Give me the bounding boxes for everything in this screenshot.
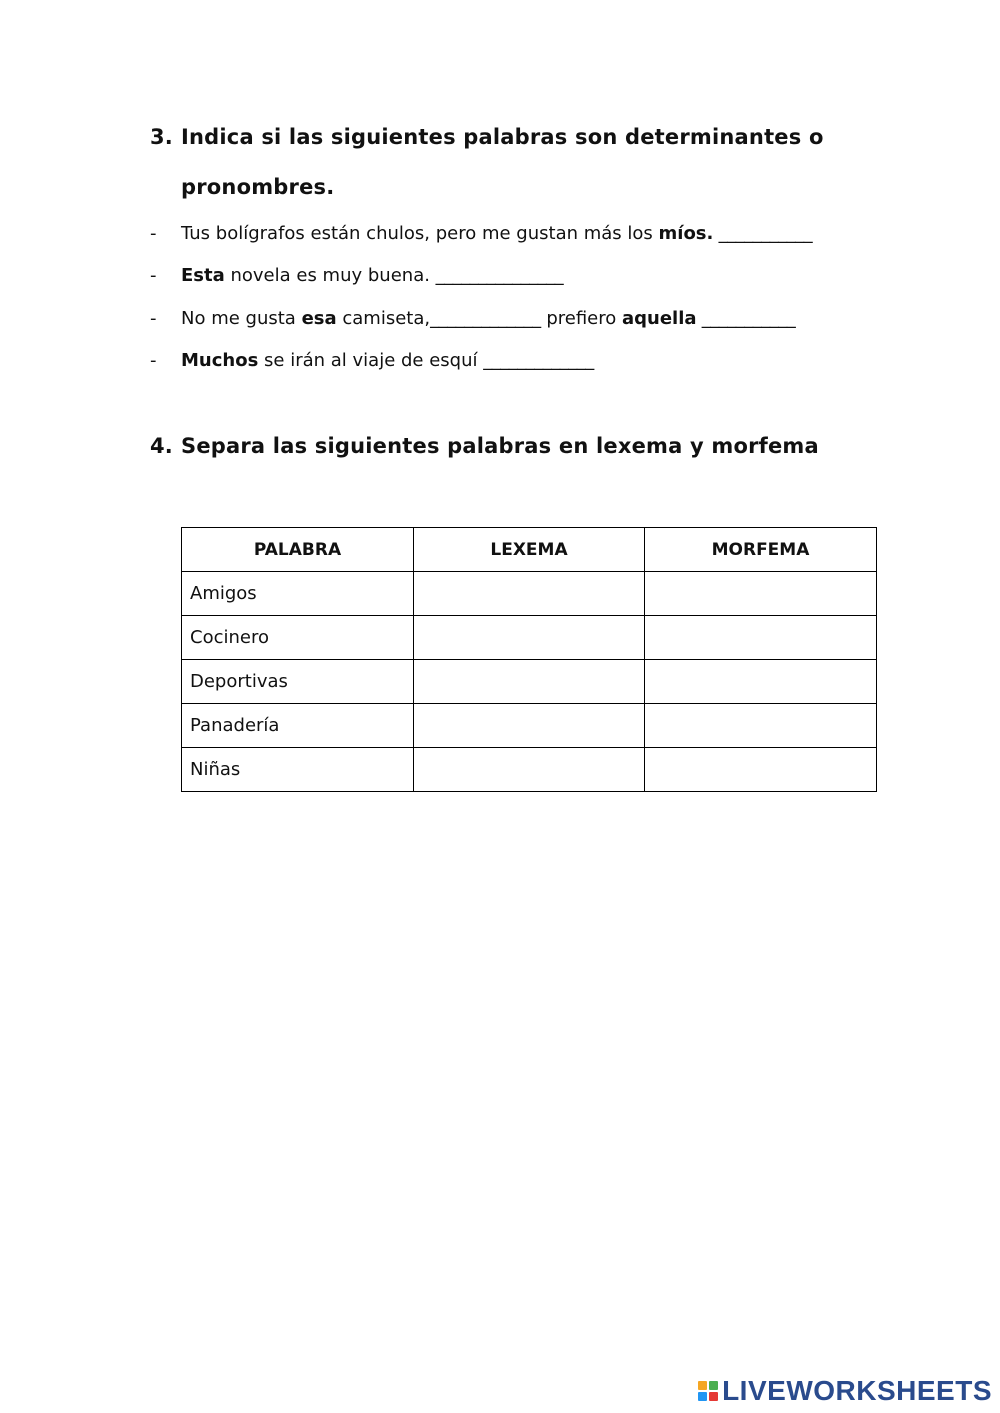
sentence-2 <box>150 265 563 286</box>
question-number: 4. <box>150 434 173 458</box>
word-cell: Panadería <box>182 704 414 748</box>
answer-blank[interactable]: _____________ <box>483 350 594 371</box>
word-cell: Cocinero <box>182 616 414 660</box>
sentence-text: se irán al viaje de esquí <box>258 350 484 371</box>
morfema-input-cell[interactable] <box>645 572 877 616</box>
lexema-input-cell[interactable] <box>414 660 645 704</box>
word-cell: Deportivas <box>182 660 414 704</box>
logo-square <box>698 1381 707 1390</box>
header-morfema: MORFEMA <box>645 528 877 572</box>
table-row <box>182 704 877 748</box>
morfema-input-cell[interactable] <box>645 748 877 792</box>
sentence-text: Tus bolígrafos están chulos, pero me gustan más los <box>181 223 659 244</box>
question-3-title-cont: pronombres. <box>181 175 335 199</box>
morfema-input-cell[interactable] <box>645 704 877 748</box>
logo-square <box>709 1392 718 1401</box>
bullet-dash: - <box>150 265 157 286</box>
bullet-dash: - <box>150 223 157 244</box>
answer-blank[interactable]: ___________ <box>696 308 796 329</box>
table-header-row <box>182 528 877 572</box>
lexema-input-cell[interactable] <box>414 748 645 792</box>
logo-square <box>698 1392 707 1401</box>
header-palabra: PALABRA <box>182 528 414 572</box>
morfema-input-cell[interactable] <box>645 660 877 704</box>
question-text: Separa las siguientes palabras en lexema y morfema <box>181 434 819 458</box>
sentence-text: No me gusta <box>181 308 302 329</box>
question-3-title <box>150 125 824 149</box>
bullet-dash: - <box>150 308 157 329</box>
logo-square <box>709 1381 718 1390</box>
sentence-text: novela es muy buena. <box>224 265 436 286</box>
answer-blank[interactable]: _______________ <box>435 265 564 286</box>
sentence-4 <box>150 350 594 371</box>
sentence-1 <box>150 223 812 244</box>
logo-squares-icon <box>698 1381 718 1401</box>
lexema-input-cell[interactable] <box>414 572 645 616</box>
target-word: aquella <box>621 308 697 329</box>
sentence-text: prefiero <box>540 308 622 329</box>
answer-blank[interactable]: _____________ <box>430 308 541 329</box>
bullet-dash: - <box>150 350 157 371</box>
answer-blank[interactable]: ___________ <box>713 223 813 244</box>
morfema-input-cell[interactable] <box>645 616 877 660</box>
lexema-input-cell[interactable] <box>414 616 645 660</box>
question-number: 3. <box>150 125 173 149</box>
sentence-3 <box>150 308 795 329</box>
sentence-text: camiseta, <box>336 308 431 329</box>
table-row <box>182 616 877 660</box>
target-word: Muchos <box>181 350 259 371</box>
table-row <box>182 748 877 792</box>
question-text: Indica si las siguientes palabras son determinantes o <box>181 125 824 149</box>
lexema-input-cell[interactable] <box>414 704 645 748</box>
liveworksheets-logo[interactable] <box>698 1375 992 1407</box>
word-cell: Niñas <box>182 748 414 792</box>
lexeme-morpheme-table <box>181 527 877 792</box>
target-word: Esta <box>181 265 225 286</box>
target-word: esa <box>301 308 337 329</box>
table-row <box>182 572 877 616</box>
target-word: míos. <box>658 223 714 244</box>
table-row <box>182 660 877 704</box>
header-lexema: LEXEMA <box>414 528 645 572</box>
word-cell: Amigos <box>182 572 414 616</box>
logo-text: LIVEWORKSHEETS <box>722 1375 992 1406</box>
question-4-title <box>150 434 819 458</box>
